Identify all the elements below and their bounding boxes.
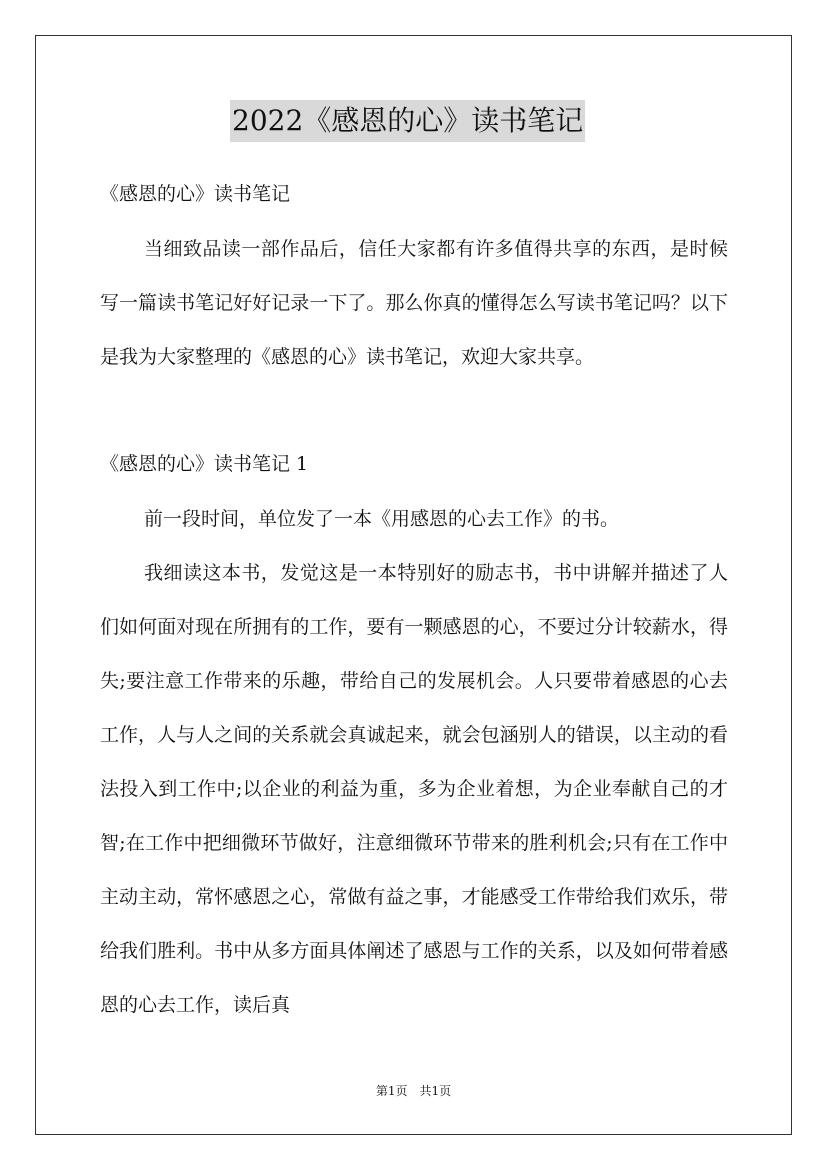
document-title: 2022《感恩的心》读书笔记 [230, 100, 585, 142]
page-number-footer: 第1页 共1页 [375, 1084, 452, 1098]
section-heading: 《感恩的心》读书笔记 1 [100, 453, 309, 475]
intro-paragraph: 当细致品读一部作品后，信任大家都有许多值得共享的东西，是时候写一篇读书笔记好好记录一下了。那么你真的懂得怎么写读书笔记吗？以下是我为大家整理的《感恩的心》读书笔记，欢迎大家共享。 [100, 238, 728, 368]
document-subtitle: 《感恩的心》读书笔记 [100, 183, 291, 205]
body-paragraph: 我细读这本书，发觉这是一本特别好的励志书，书中讲解并描述了人们如何面对现在所拥有的工作，要有一颗感恩的心，不要过分计较薪水，得失;要注意工作带来的乐趣，带给自己的发展机会。人只要带着感恩的心去工作，人与人之间的关系就会真诚起来，就会包涵别人的错误，以主动的看法投入到工作中;以企业的利益为重，多为企业着想，为企业奉献自己的才智;在工作中把细微环节做好，注意细微环节带来的胜利机会;只有在工作中主动主动，常怀感恩之心，常做有益之事，才能感受工作带给我们欢乐，带给我们胜利。书中从多方面具体阐述了感恩与工作的关系，以及如何带着感恩的心去工作，读后真 [100, 562, 728, 1016]
body-paragraph: 前一段时间，单位发了一本《用感恩的心去工作》的书。 [144, 508, 620, 530]
